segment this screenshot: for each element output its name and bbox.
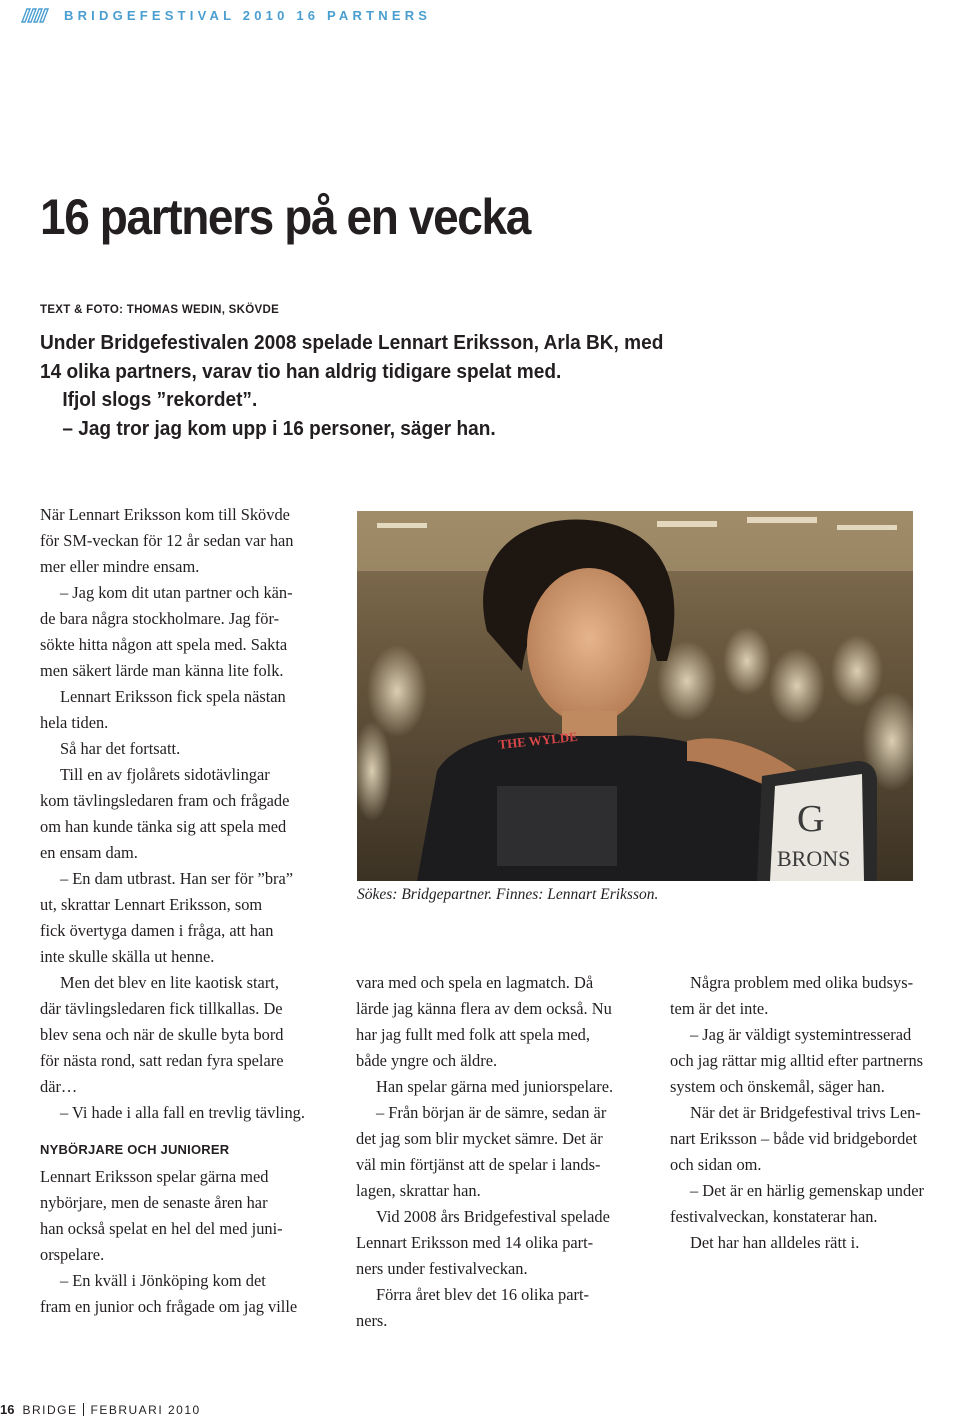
body-line: – Från början är de sämre, sedan är xyxy=(376,1103,607,1122)
header-section: 16 PARTNERS xyxy=(296,7,432,23)
body-line: om han kunde tänka sig att spela med xyxy=(40,817,287,836)
body-line: kom tävlingsledaren fram och frågade xyxy=(40,791,290,810)
body-line: – En dam utbrast. Han ser för ”bra” xyxy=(60,869,294,888)
sign-letter: G xyxy=(797,798,825,840)
lead-line: Under Bridgefestivalen 2008 spelade Lennart Eriksson, Arla BK, med xyxy=(40,331,664,354)
portrait-illustration xyxy=(357,511,913,881)
body-line: festivalveckan, konstaterar han. xyxy=(670,1207,878,1226)
body-line: nart Eriksson – både vid bridgebordet xyxy=(670,1129,918,1148)
header-festival: BRIDGEFESTIVAL 2010 xyxy=(64,7,289,23)
body-line: ut, skrattar Lennart Eriksson, som xyxy=(40,895,263,914)
body-line: – Vi hade i alla fall en trevlig tävling. xyxy=(60,1103,305,1122)
lead-line: 14 olika partners, varav tio han aldrig tidigare spelat med. xyxy=(40,359,562,383)
issue-date: FEBRUARI 2010 xyxy=(90,1402,201,1417)
body-line: mer eller mindre ensam. xyxy=(40,557,200,576)
body-line: lagen, skrattar han. xyxy=(356,1181,481,1200)
body-line: Lennart Eriksson fick spela nästan xyxy=(60,687,286,706)
body-line: system och önskemål, säger han. xyxy=(670,1077,885,1096)
body-line: han också spelat en hel del med juni- xyxy=(40,1219,283,1238)
article-lead xyxy=(40,329,691,443)
body-line: och jag rättar mig alltid efter partnerns xyxy=(670,1051,924,1070)
article-column-1 xyxy=(40,502,340,1320)
body-line: de bara några stockholmare. Jag för- xyxy=(40,609,280,628)
shirt-print-text: THE WYLDE xyxy=(497,728,579,752)
body-line: fram en junior och frågade om jag ville xyxy=(40,1297,298,1316)
body-line: Så har det fortsatt. xyxy=(60,739,181,758)
body-line: sökte hitta någon att spela med. Sakta xyxy=(40,635,288,654)
body-line: vara med och spela en lagmatch. Då xyxy=(356,973,594,992)
body-line: Några problem med olika budsys- xyxy=(690,973,914,992)
footer-divider xyxy=(83,1403,84,1416)
section-subhead: NYBÖRJARE OCH JUNIORER xyxy=(40,1142,230,1157)
body-line: där tävlingsledaren fick tillkallas. De xyxy=(40,999,283,1018)
sign-word: BRONS xyxy=(777,846,851,871)
body-line: Men det blev en lite kaotisk start, xyxy=(60,973,279,992)
magazine-name: BRIDGE xyxy=(22,1402,78,1417)
article-title: 16 partners på en vecka xyxy=(40,189,530,245)
lead-line: – Jag tror jag kom upp i 16 personer, säger han. xyxy=(62,416,496,440)
body-line: men säkert lärde man känna lite folk. xyxy=(40,661,284,680)
body-line: och sidan om. xyxy=(670,1155,762,1174)
body-line: – Jag kom dit utan partner och kän- xyxy=(60,583,293,602)
body-line: Lennart Eriksson spelar gärna med xyxy=(40,1167,269,1186)
body-line: det jag som blir mycket sämre. Det är xyxy=(356,1129,603,1148)
body-line: ners. xyxy=(356,1311,388,1330)
article-column-2 xyxy=(356,970,656,1334)
body-line: tem är det inte. xyxy=(670,999,769,1018)
body-line: Det har han alldeles rätt i. xyxy=(690,1233,860,1252)
article-photo xyxy=(357,511,913,881)
page-number: 16 xyxy=(0,1402,15,1417)
body-line: Förra året blev det 16 olika part- xyxy=(376,1285,589,1304)
article-column-3 xyxy=(670,970,960,1256)
article-byline: TEXT & FOTO: THOMAS WEDIN, SKÖVDE xyxy=(40,304,280,316)
body-line: väl min förtjänst att de spelar i lands- xyxy=(356,1155,601,1174)
body-line: där… xyxy=(40,1077,78,1096)
body-line: för SM-veckan för 12 år sedan var han xyxy=(40,531,294,550)
body-line: lärde jag känna flera av dem också. Nu xyxy=(356,999,612,1018)
body-line: – Jag är väldigt systemintresserad xyxy=(690,1025,912,1044)
body-line: ners under festivalveckan. xyxy=(356,1259,528,1278)
body-line: hela tiden. xyxy=(40,713,109,732)
body-line: Till en av fjolårets sidotävlingar xyxy=(60,765,270,784)
body-line: har jag fullt med folk att spela med, xyxy=(356,1025,590,1044)
bridgefestival-logo-icon xyxy=(20,6,50,24)
body-line: fick övertyga damen i fråga, att han xyxy=(40,921,274,940)
body-line: Lennart Eriksson med 14 olika part- xyxy=(356,1233,594,1252)
body-line: en ensam dam. xyxy=(40,843,138,862)
body-line: – En kväll i Jönköping kom det xyxy=(60,1271,266,1290)
body-line: När Lennart Eriksson kom till Skövde xyxy=(40,505,290,524)
page-header xyxy=(20,4,431,26)
body-line: Han spelar gärna med juniorspelare. xyxy=(376,1077,614,1096)
lead-line: Ifjol slogs ”rekordet”. xyxy=(62,388,258,412)
photo-caption: Sökes: Bridgepartner. Finnes: Lennart Eriksson. xyxy=(357,886,659,903)
body-line: orspelare. xyxy=(40,1245,105,1264)
body-line: blev sena och när de skulle byta bord xyxy=(40,1025,284,1044)
body-line: Vid 2008 års Bridgefestival spelade xyxy=(376,1207,610,1226)
body-line: både yngre och äldre. xyxy=(356,1051,498,1070)
body-line: för nästa rond, satt redan fyra spelare xyxy=(40,1051,284,1070)
body-line: nybörjare, men de senaste åren har xyxy=(40,1193,268,1212)
body-line: När det är Bridgefestival trivs Len- xyxy=(690,1103,921,1122)
page-footer xyxy=(0,1400,201,1419)
body-line: inte skulle skälla ut henne. xyxy=(40,947,215,966)
body-line: – Det är en härlig gemenskap under xyxy=(690,1181,924,1200)
header-title xyxy=(64,8,431,23)
